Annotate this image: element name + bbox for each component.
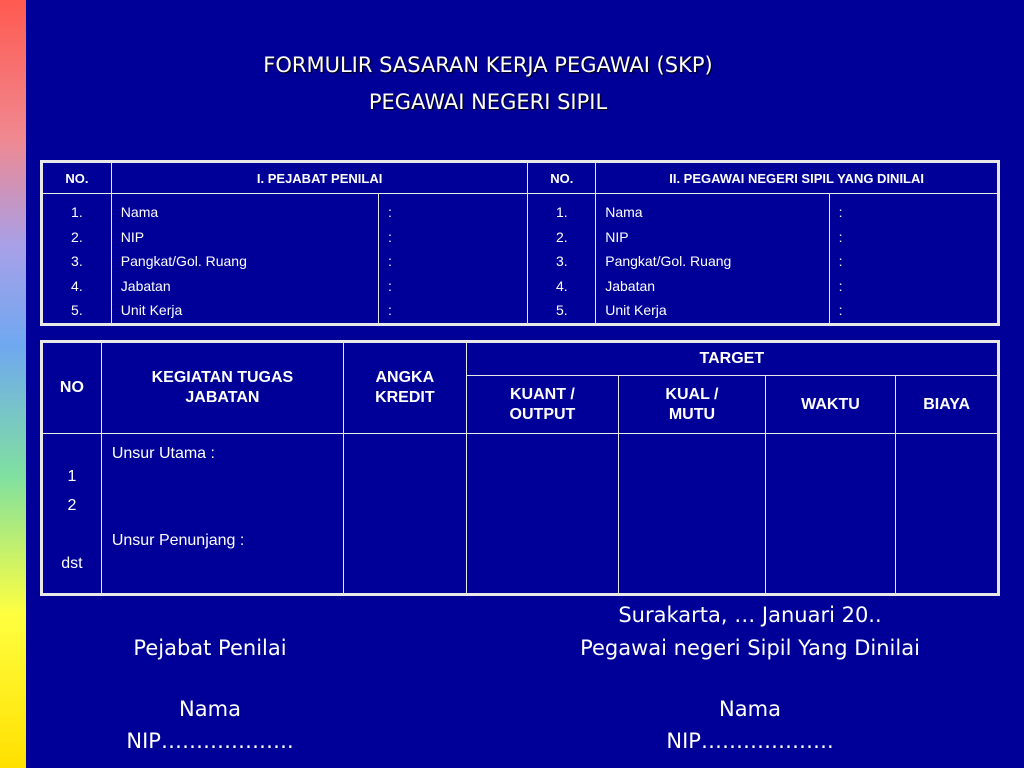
field-colon: : (838, 277, 843, 294)
kegiatan-cell (101, 434, 343, 595)
field-label: NIP (120, 228, 145, 245)
form-title: FORMULIR SASARAN KERJA PEGAWAI (SKP) (263, 53, 713, 77)
header-no-1: NO. (42, 162, 112, 194)
dinilai-values (829, 194, 998, 325)
field-label: Unit Kerja (605, 302, 667, 318)
header-kual-line2: MUTU (668, 405, 716, 423)
field-label: Nama (605, 204, 643, 220)
header-waktu: WAKTU (765, 376, 896, 434)
number-item: 4. (71, 277, 83, 294)
waktu-cell (765, 434, 896, 595)
field-colon: : (388, 277, 392, 294)
field-label: Nama (120, 204, 159, 220)
field-label: Pangkat/Gol. Ruang (605, 253, 732, 269)
header-pejabat-penilai: I. PEJABAT PENILAI (111, 162, 528, 194)
field-colon: : (388, 204, 392, 220)
header-no: NO (42, 342, 102, 434)
field-colon: : (838, 228, 843, 245)
penilai-values (379, 194, 528, 325)
field-label: Jabatan (120, 277, 171, 294)
field-colon: : (388, 228, 392, 245)
penilai-numbers (42, 194, 112, 325)
field-label: Jabatan (605, 277, 656, 294)
decorative-side-gradient (0, 0, 26, 768)
header-angka-line2: KREDIT (375, 389, 435, 406)
number-item: 2. (71, 228, 83, 245)
header-kegiatan (101, 342, 343, 434)
row-number: 1 (67, 468, 77, 485)
number-item: 2. (555, 228, 568, 245)
number-item: 1. (71, 204, 83, 220)
angka-kredit-cell (344, 434, 467, 595)
penilai-fields (111, 194, 378, 325)
row-numbers (42, 434, 102, 595)
unsur-utama-label: Unsur Utama : (111, 445, 215, 462)
header-kegiatan-line1: KEGIATAN TUGAS (151, 369, 294, 386)
pegawai-dinilai-name: Nama (719, 697, 781, 721)
header-kual-line1: KUAL / (665, 385, 719, 403)
field-colon: : (388, 302, 392, 318)
identity-body-row (42, 194, 999, 325)
pejabat-penilai-name: Nama (179, 697, 241, 721)
biaya-cell (896, 434, 999, 595)
kual-mutu-cell (619, 434, 765, 595)
dinilai-numbers (528, 194, 596, 325)
signature-date: Surakarta, … Januari 20.. (618, 603, 882, 627)
field-colon: : (838, 302, 843, 318)
number-item: 3. (555, 253, 568, 269)
target-body-row (42, 434, 999, 595)
field-label: Unit Kerja (120, 302, 183, 318)
row-number (43, 520, 101, 549)
field-colon: : (838, 253, 843, 269)
number-item: 1. (555, 204, 568, 220)
pejabat-penilai-role: Pejabat Penilai (133, 636, 287, 660)
header-pegawai-dinilai: II. PEGAWAI NEGERI SIPIL YANG DINILAI (596, 162, 999, 194)
header-target: TARGET (466, 342, 998, 376)
header-angka-line1: ANGKA (375, 369, 435, 386)
field-colon: : (388, 253, 392, 269)
number-item: 5. (71, 302, 83, 318)
header-kuant-line1: KUANT / (509, 385, 575, 403)
target-header-row-1 (42, 342, 999, 376)
form-subtitle: PEGAWAI NEGERI SIPIL (368, 90, 608, 114)
number-item: 4. (555, 277, 568, 294)
pejabat-penilai-nip: NIP………………. (126, 729, 294, 753)
header-kuant-output (466, 376, 619, 434)
unsur-penunjang-label: Unsur Penunjang : (111, 532, 245, 549)
field-label: NIP (605, 228, 629, 245)
spacer (112, 468, 333, 526)
pegawai-dinilai-role: Pegawai negeri Sipil Yang Dinilai (580, 636, 920, 660)
target-table (40, 340, 1000, 596)
row-number: dst (61, 555, 83, 572)
field-label: Pangkat/Gol. Ruang (120, 253, 247, 269)
number-item: 3. (71, 253, 83, 269)
number-item: 5. (555, 302, 568, 318)
header-no-2: NO. (528, 162, 596, 194)
header-kuant-line2: OUTPUT (509, 405, 576, 423)
identity-table (40, 160, 1000, 326)
header-kual-mutu (619, 376, 765, 434)
kuant-output-cell (466, 434, 619, 595)
dinilai-fields (596, 194, 829, 325)
identity-header-row (42, 162, 999, 194)
header-kegiatan-line2: JABATAN (185, 389, 260, 406)
header-biaya: BIAYA (896, 376, 999, 434)
header-angka-kredit (344, 342, 467, 434)
field-colon: : (838, 204, 843, 220)
pegawai-dinilai-nip: NIP………………. (666, 729, 834, 753)
row-number: 2 (67, 497, 77, 514)
